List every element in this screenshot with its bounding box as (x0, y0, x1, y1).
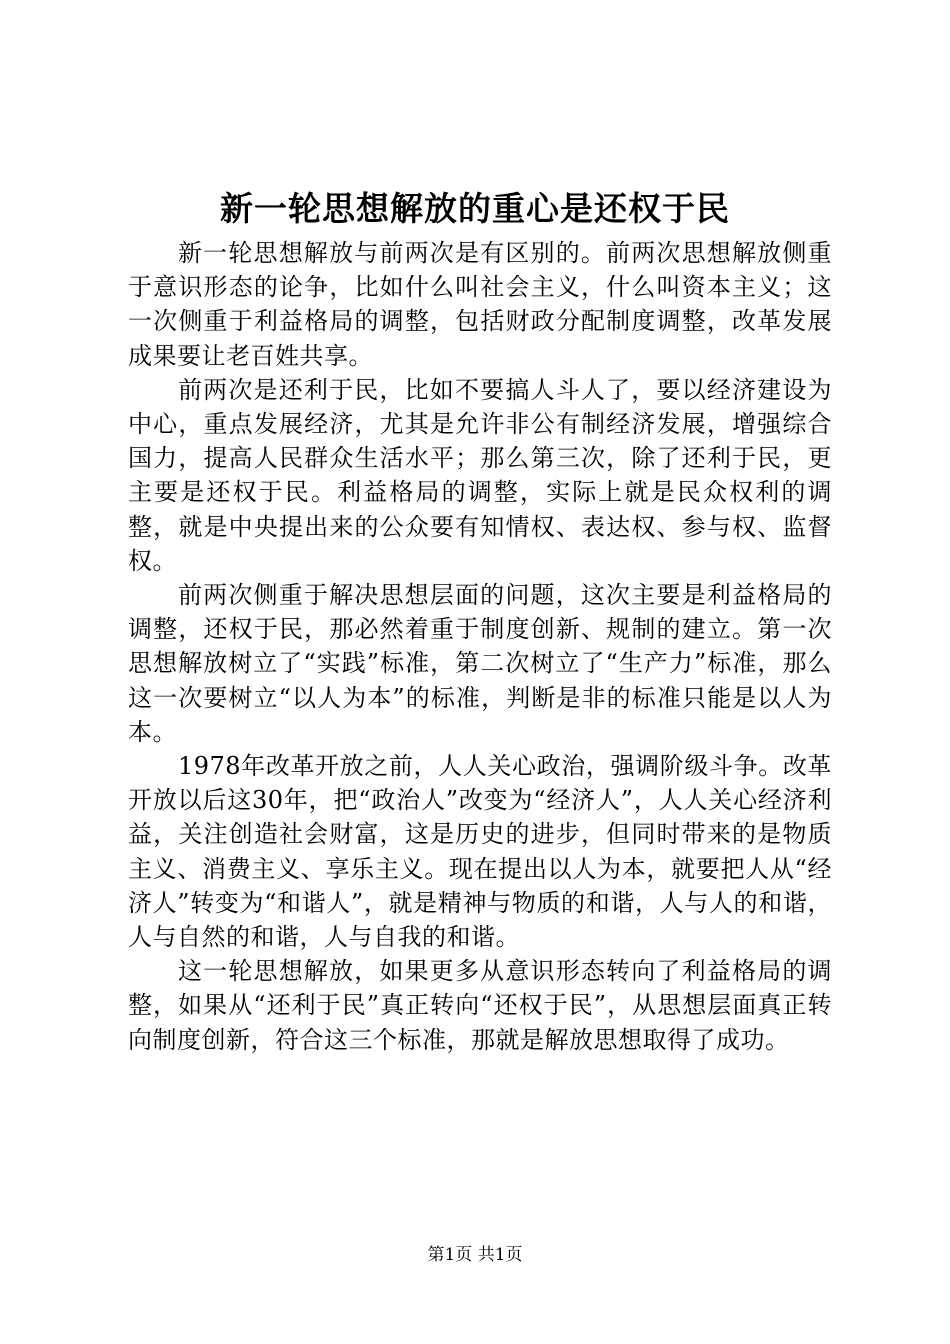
document-title: 新一轮思想解放的重心是还权于民 (220, 189, 730, 228)
paragraph-2: 前两次是还利于民，比如不要搞人斗人了，要以经济建设为中心，重点发展经济，尤其是允许非公有制经济发展，增强综合国力，提高人民群众生活水平；那么第三次，除了还利于民，更主要是还权于民。利益格局的调整，实际上就是民众权利的调整，就是中央提出来的公众要有知情权、表达权、参与权、监督权。 (128, 375, 832, 575)
paragraph-5: 这一轮思想解放，如果更多从意识形态转向了利益格局的调整，如果从“还利于民”真正转向“还权于民”，从思想层面真正转向制度创新，符合这三个标准，那就是解放思想取得了成功。 (128, 957, 832, 1054)
page-total: 共1页 (477, 1245, 523, 1265)
paragraph-1: 新一轮思想解放与前两次是有区别的。前两次思想解放侧重于意识形态的论争，比如什么叫社会主义，什么叫资本主义；这一次侧重于利益格局的调整，包括财政分配制度调整，改革发展成果要让老百姓共享。 (128, 239, 832, 370)
page-number: 第1页 (427, 1245, 473, 1265)
paragraph-4: 1978年改革开放之前，人人关心政治，强调阶级斗争。改革开放以后这30年，把“政治人”改变为“经济人”，人人关心经济利益，关注创造社会财富，这是历史的进步，但同时带来的是物质主义、消费主义、享乐主义。现在提出以人为本，就要把人从“经济人”转变为“和谐人”，就是精神与物质的和谐，人与人的和谐，人与自然的和谐，人与自我的和谐。 (128, 752, 832, 952)
page-footer (0, 1243, 950, 1267)
document-body (128, 236, 832, 1057)
paragraph-3: 前两次侧重于解决思想层面的问题，这次主要是利益格局的调整，还权于民，那必然着重于制度创新、规制的建立。第一次思想解放树立了“实践”标准，第二次树立了“生产力”标准，那么这一次要树立“以人为本”的标准，判断是非的标准只能是以人为本。 (128, 581, 832, 746)
